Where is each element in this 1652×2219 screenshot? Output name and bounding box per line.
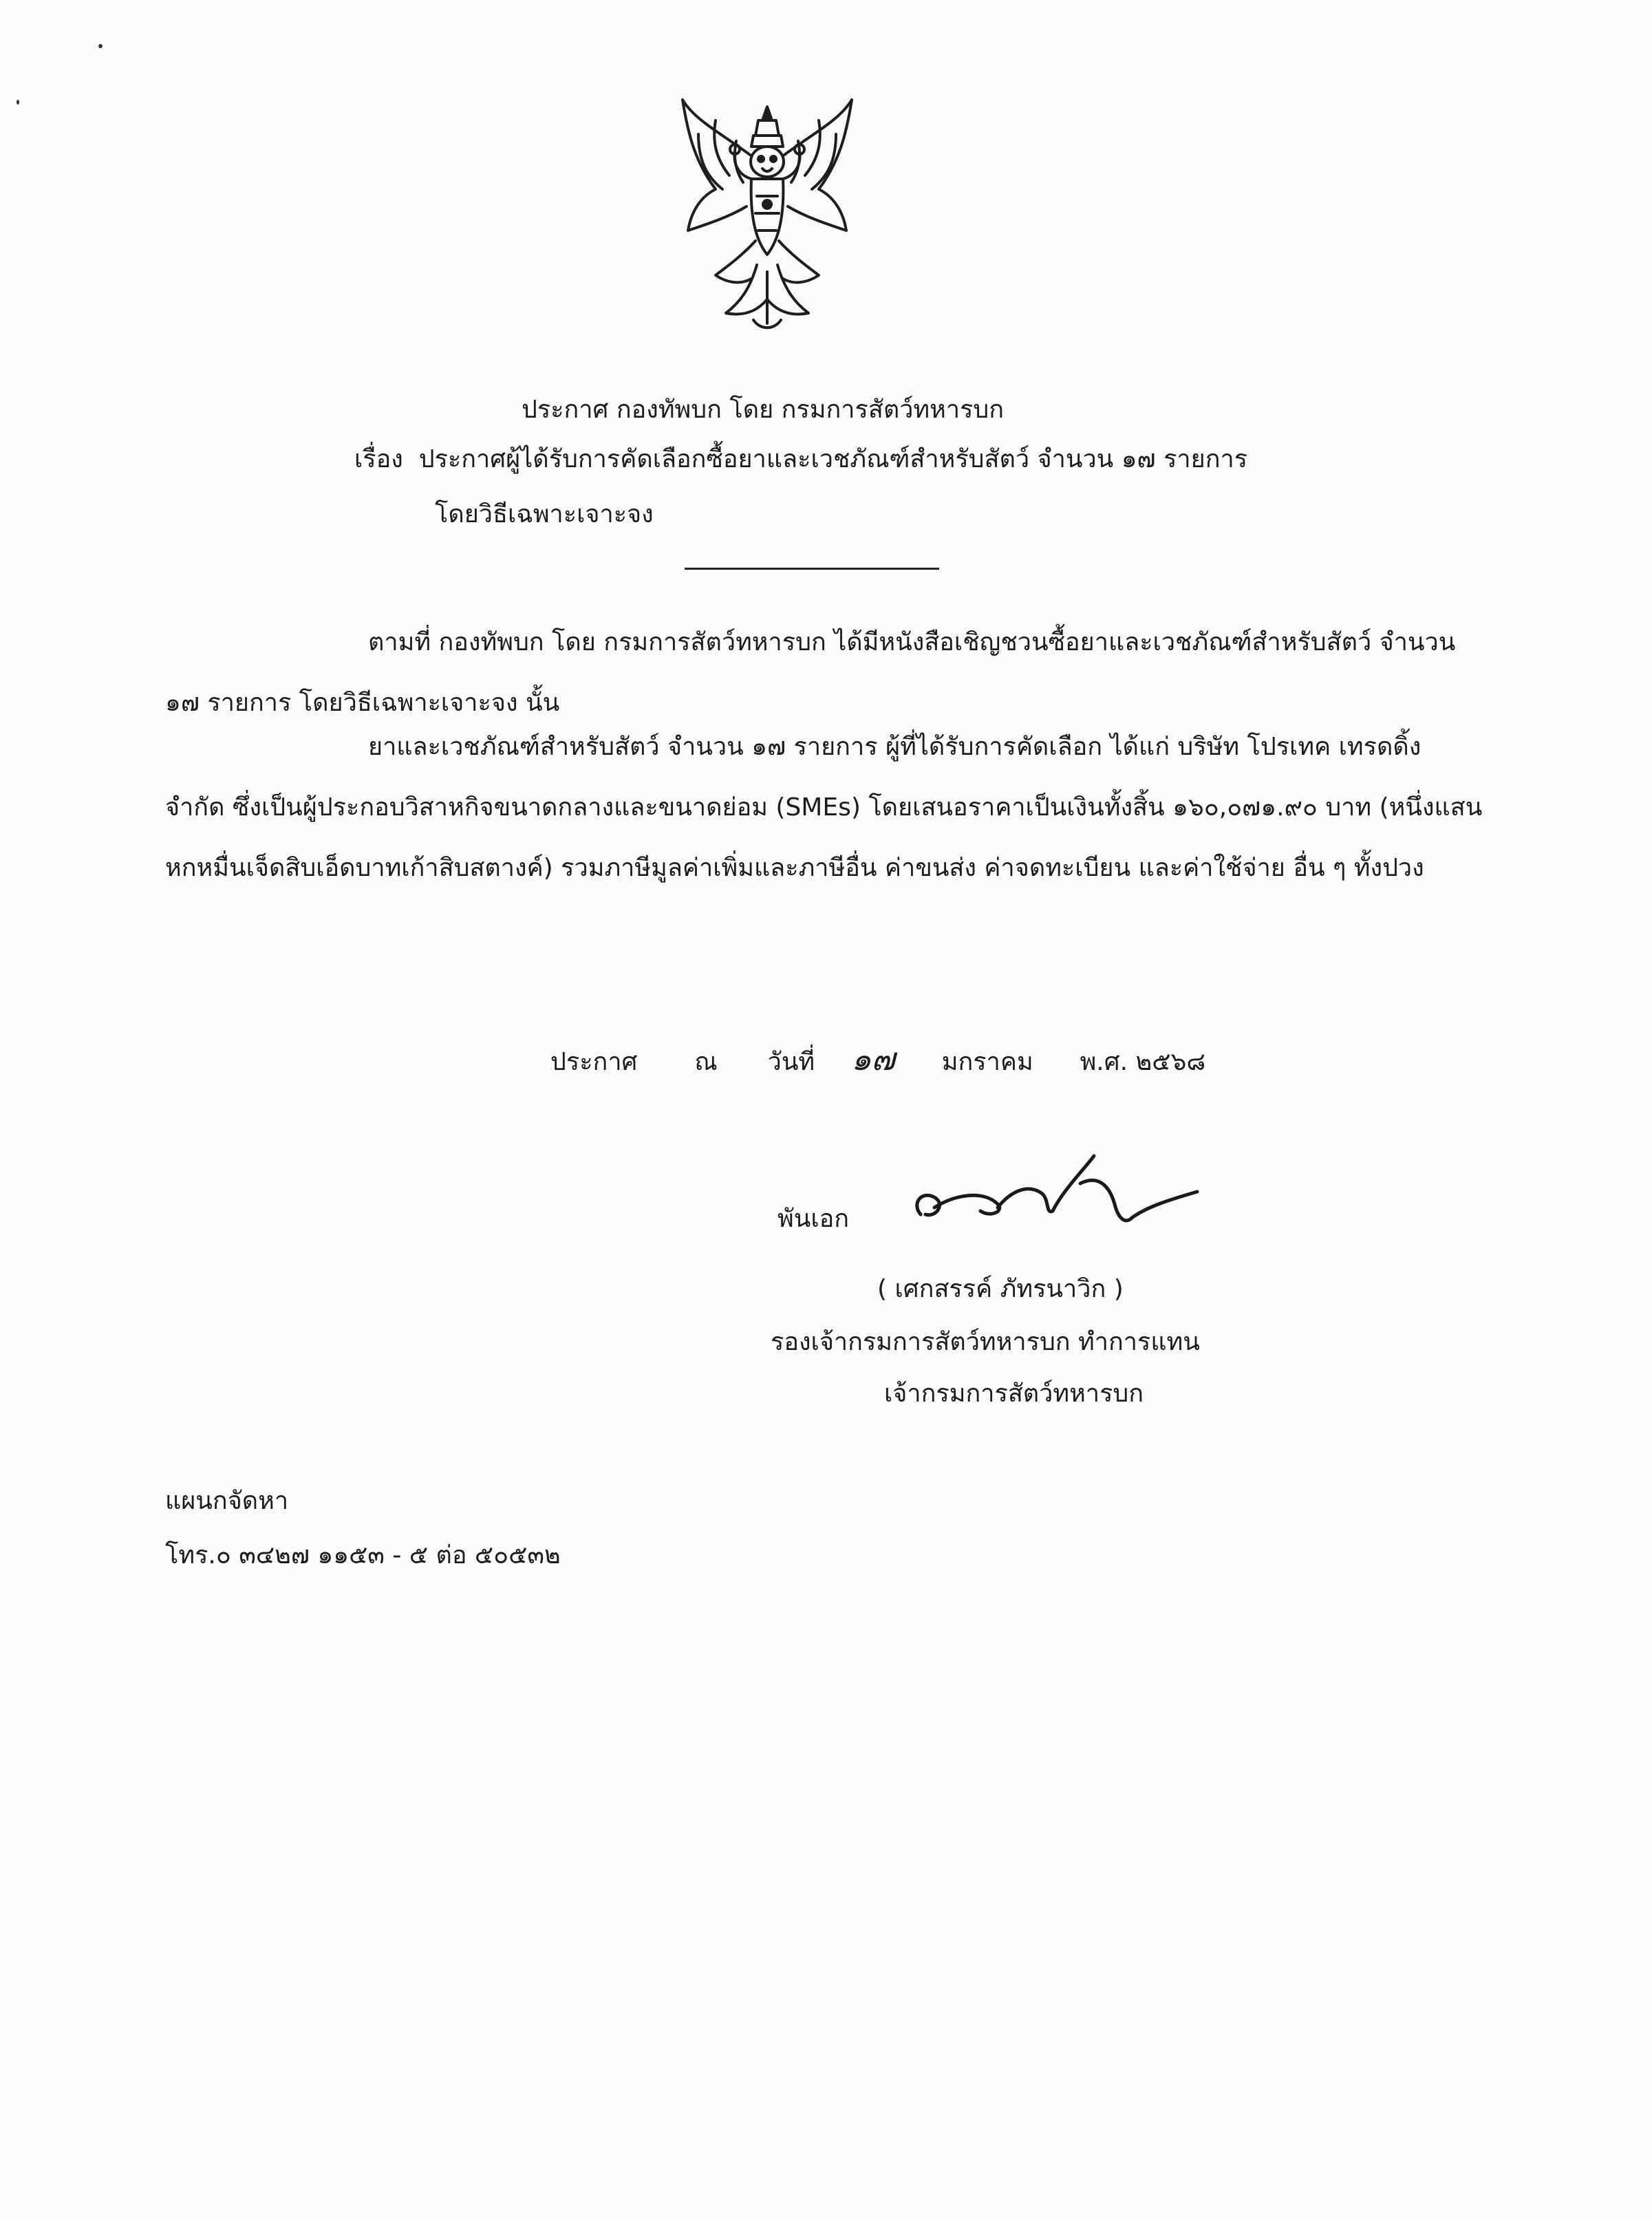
scan-speck [17, 100, 19, 105]
date-announce: ประกาศ [550, 1048, 638, 1076]
header-divider [685, 568, 939, 570]
date-day-value: ๑๗ [851, 1040, 895, 1078]
subject-continuation: โดยวิธีเฉพาะเจาะจง [435, 500, 654, 528]
date-year: พ.ศ. ๒๕๖๘ [1080, 1048, 1206, 1076]
subject-text: ประกาศผู้ได้รับการคัดเลือกซื้อยาและเวชภัณฑ์สำหรับสัตว์ จำนวน ๑๗ รายการ [418, 445, 1248, 473]
subject-label: เรื่อง [354, 445, 403, 473]
date-at: ณ [694, 1048, 718, 1076]
signatory-name: ( เศกสรรค์ ภัทรนาวิก ) [877, 1275, 1124, 1303]
contact-phone: โทร.๐ ๓๔๒๗ ๑๑๕๓ - ๕ ต่อ ๕๐๕๓๒ [165, 1541, 561, 1569]
date-day-label: วันที่ [767, 1048, 815, 1076]
department-name: แผนกจัดหา [165, 1487, 289, 1515]
garuda-emblem-icon [674, 93, 860, 337]
date-line [550, 1042, 1205, 1079]
signatory-rank: พันเอก [777, 1205, 850, 1233]
handwritten-signature [908, 1142, 1211, 1252]
date-month: มกราคม [941, 1048, 1033, 1076]
subject-line [354, 443, 1247, 476]
signatory-position-1: รองเจ้ากรมการสัตว์ทหารบก ทำการแทน [771, 1328, 1200, 1356]
signatory-position-2: เจ้ากรมการสัตว์ทหารบก [884, 1380, 1144, 1408]
announcement-title: ประกาศ กองทัพบก โดย กรมการสัตว์ทหารบก [522, 396, 1005, 424]
scan-speck [98, 44, 103, 48]
body-paragraph-2: ยาและเวชภัณฑ์สำหรับสัตว์ จำนวน ๑๗ รายการ ผู้ที่ได้รับการคัดเลือก ได้แก่ บริษัท โปรเทค เทรดดิ้ง จำกัด ซึ่งเป็นผู้ประกอบวิสาหกิจขนาดกลางและขนาดย่อม (SMEs) โดยเสนอราคาเป็นเงินทั้งสิ้น ๑๖๐,๐๗๑.๙๐ บาท (หนึ่งแสนหกหมื่นเจ็ดสิบเอ็ดบาทเก้าสิบสตางค์) รวมภาษีมูลค่าเพิ่มและภาษีอื่น ค่าขนส่ง ค่าจดทะเบียน และค่าใช้จ่าย อื่น ๆ ทั้งปวง [165, 733, 1483, 882]
body-paragraph-1: ตามที่ กองทัพบก โดย กรมการสัตว์ทหารบก ได้มีหนังสือเชิญชวนซื้อยาและเวชภัณฑ์สำหรับสัตว์ จำนวน ๑๗ รายการ โดยวิธีเฉพาะเจาะจง นั้น [165, 628, 1456, 717]
